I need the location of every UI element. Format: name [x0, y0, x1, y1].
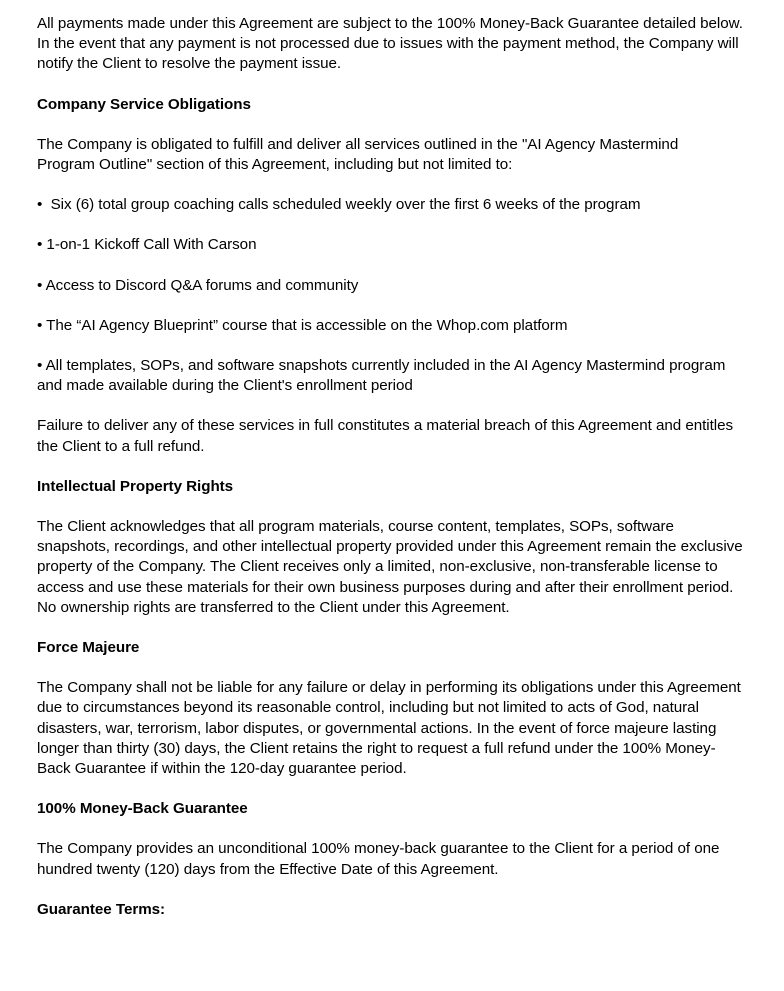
heading-intellectual-property-rights: Intellectual Property Rights [37, 477, 234, 495]
list-item-discord-access: • Access to Discord Q&A forums and community [37, 276, 359, 294]
money-back-guarantee-paragraph: The Company provides an unconditional 100% money-back guarantee to the Client for a period of one hundred twenty (120) days from the Effective Date of this Agreement. [37, 840, 720, 878]
obligations-intro-paragraph: The Company is obligated to fulfill and deliver all services outlined in the "AI Agency Mastermind Program Outline" section of this Agreement, including but not limited to: [37, 135, 679, 174]
document-body [37, 14, 746, 920]
list-item-blueprint-course: • The “AI Agency Blueprint” course that is accessible on the Whop.com platform [37, 316, 568, 334]
list-item-kickoff-call: • 1-on-1 Kickoff Call With Carson [37, 236, 257, 254]
heading-money-back-guarantee: 100% Money-Back Guarantee [37, 800, 248, 818]
list-item-group-coaching-calls: • Six (6) total group coaching calls scheduled weekly over the first 6 weeks of the program [37, 196, 641, 214]
force-majeure-paragraph: The Company shall not be liable for any failure or delay in performing its obligations under this Agreement due to circumstances beyond its reasonable control, including but not limited to acts of God, natural disasters, war, terrorism, labor disputes, or governmental actions. In the event of force majeure lasting longer than thirty (30) days, the Client retains the right to request a full refund under the 100% Money-Back Guarantee if within the 120-day guarantee period. [37, 679, 741, 778]
heading-guarantee-terms: Guarantee Terms: [37, 900, 166, 918]
failure-to-deliver-paragraph: Failure to deliver any of these services in full constitutes a material breach of this Agreement and entitles the Client to a full refund. [37, 417, 734, 455]
list-item-templates-sops: • All templates, SOPs, and software snapshots currently included in the AI Agency Mastermind program and made available during the Client's enrollment period [37, 357, 730, 395]
heading-company-service-obligations: Company Service Obligations [37, 95, 251, 113]
payments-paragraph: All payments made under this Agreement are subject to the 100% Money-Back Guarantee detailed below. In the event that any payment is not processed due to issues with the payment method, the Company will notify the Client to resolve the payment issue. [37, 15, 743, 73]
intellectual-property-paragraph: The Client acknowledges that all program materials, course content, templates, SOPs, software snapshots, recordings, and other intellectual property provided under this Agreement remain the exclusive property of the Company. The Client receives only a limited, non-exclusive, non-transferable license to access and use these materials for their own business purposes during and after their enrollment period. No ownership rights are transferred to the Client under this Agreement. [37, 518, 743, 616]
heading-force-majeure: Force Majeure [37, 639, 140, 657]
